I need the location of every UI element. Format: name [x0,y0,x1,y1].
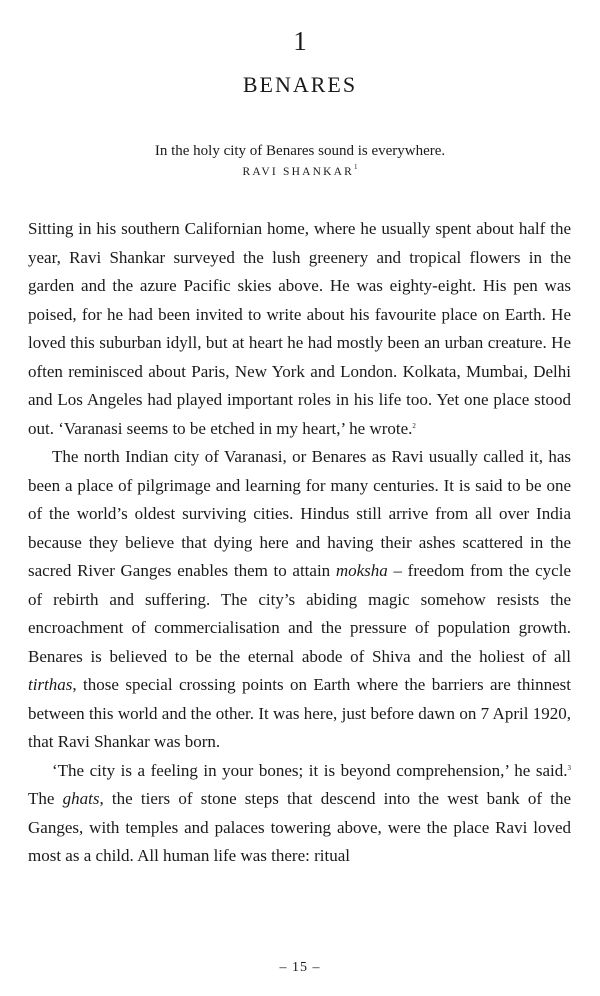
footnote-ref: 1 [354,163,358,171]
epigraph-author [0,163,600,181]
page-number: – 15 – [279,960,321,975]
text-run: Sitting in his southern Californian home, where he usually spent about half the year, Ravi Shankar surveyed the lush greenery and tropical flowers in the garden and the azure Pacific skies above. He was eighty-eight. His pen was poised, for he had been invited to write about his favourite place on Earth. He loved this suburban idyll, but at heart he had mostly been an urban creature. He often reminisced about Paris, New York and London. Kolkata, Mumbai, Delhi and Los Angeles had played important roles in his life too. Yet one place stood out. ‘Varanasi seems to be etched in my heart,’ he wrote. [28,219,571,438]
text-run: The [28,789,63,808]
paragraph [28,757,571,871]
text-run: – freedom from the cycle of rebirth and suffering. The city’s abiding magic somehow resists the encroachment of commercialisation and the pressure of population growth. Benares is believed to be the eternal abode of Shiva and the holiest of all [28,561,572,666]
paragraph [28,443,571,757]
chapter-number: 1 [293,26,307,56]
body-text [28,215,571,871]
text-run: ‘The city is a feeling in your bones; it is beyond comprehension,’ he said. [52,760,568,780]
footnote-ref: 3 [567,763,571,772]
chapter-title: BENARES [242,72,358,97]
text-run: , the tiers of stone steps that descend into the west bank of the Ganges, with temples and palaces towering above, were the place Ravi loved most as a child. All human life was there: ritual [28,789,571,865]
text-run: , those special crossing points on Earth where the barriers are thinnest between this world and the other. It was here, just before dawn on 7 April 1920, that Ravi Shankar was born. [28,675,571,751]
epigraph-author-name: RAVI SHANKAR [242,166,354,178]
italic-term: ghats [62,789,100,808]
italic-term: tirthas [28,675,73,694]
footnote-ref: 2 [412,421,416,430]
italic-term: moksha [335,561,388,580]
epigraph-quote: In the holy city of Benares sound is everywhere. [154,143,446,159]
text-run: The north Indian city of Varanasi, or Benares as Ravi usually called it, has been a place of pilgrimage and learning for many centuries. It is said to be one of the world’s oldest surviving cities. Hindus still arrive from all over India because they believe that dying here and having their ashes scattered in the sacred River Ganges enables them to attain [28,447,571,580]
paragraph [28,215,571,443]
